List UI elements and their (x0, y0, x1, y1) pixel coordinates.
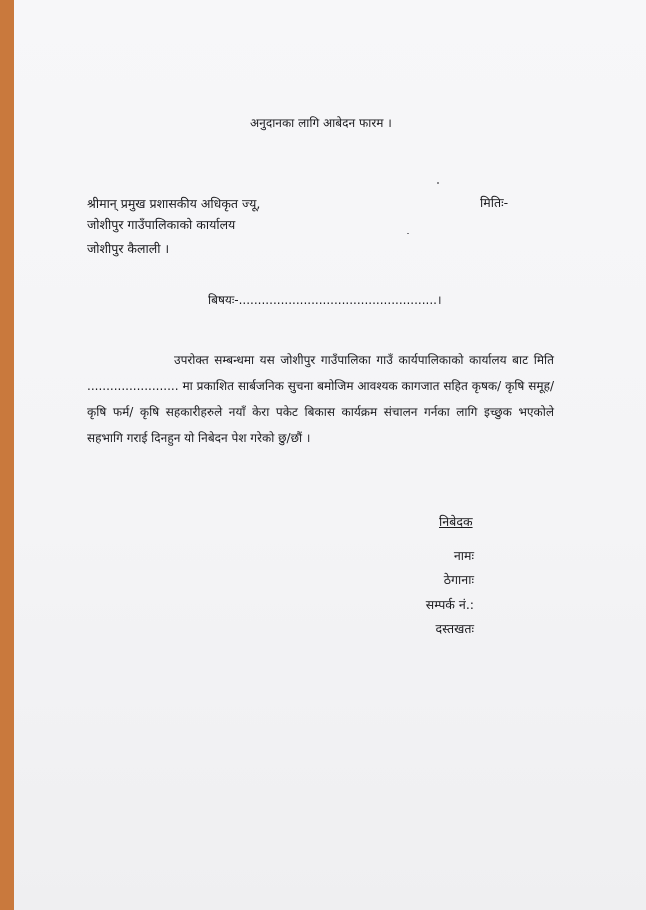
signature-label: दस्तखतः (435, 621, 474, 636)
subject-line: बिषयः-....................................................। (208, 293, 442, 307)
application-body-paragraph: उपरोक्त सम्बन्धमा यस जोशीपुर गाउँपालिका गाउँ कार्यपालिकाको कार्यालय बाट मिति ........................ मा प्रकाशित सार्बजनिक सुचना बमोजिम आवश्यक कागजात सहित कृषक/ कृषि समूह/कृषि फर्म/ कृषि सहकारीहरुले नयाँ केरा पकेट बिकास कार्यक्रम संचालन गर्नका लागि इच्छुक भएकोले सहभागि गराई दिनहुन यो निबेदन पेश गरेको छु/छौं । (87, 353, 554, 445)
addressee-line-3: जोशीपुर कैलाली । (87, 241, 170, 256)
address-label: ठेगानाः (443, 572, 474, 587)
name-label: नामः (453, 548, 474, 563)
contact-number-label: सम्पर्क नं.: (425, 597, 474, 612)
application-form-page (14, 0, 646, 910)
addressee-line-1: श्रीमान् प्रमुख प्रशासकीय अधिकृत ज्यू, (87, 196, 261, 211)
date-label: मितिः- (480, 195, 509, 210)
applicant-heading: निबेदक (439, 514, 473, 529)
form-title: अनुदानका लागि आबेदन फारम । (250, 116, 392, 130)
addressee-line-2: जोशीपुर गाउँपालिकाको कार्यालय (87, 217, 236, 232)
paper-speck (407, 233, 409, 234)
paper-speck (437, 182, 439, 184)
